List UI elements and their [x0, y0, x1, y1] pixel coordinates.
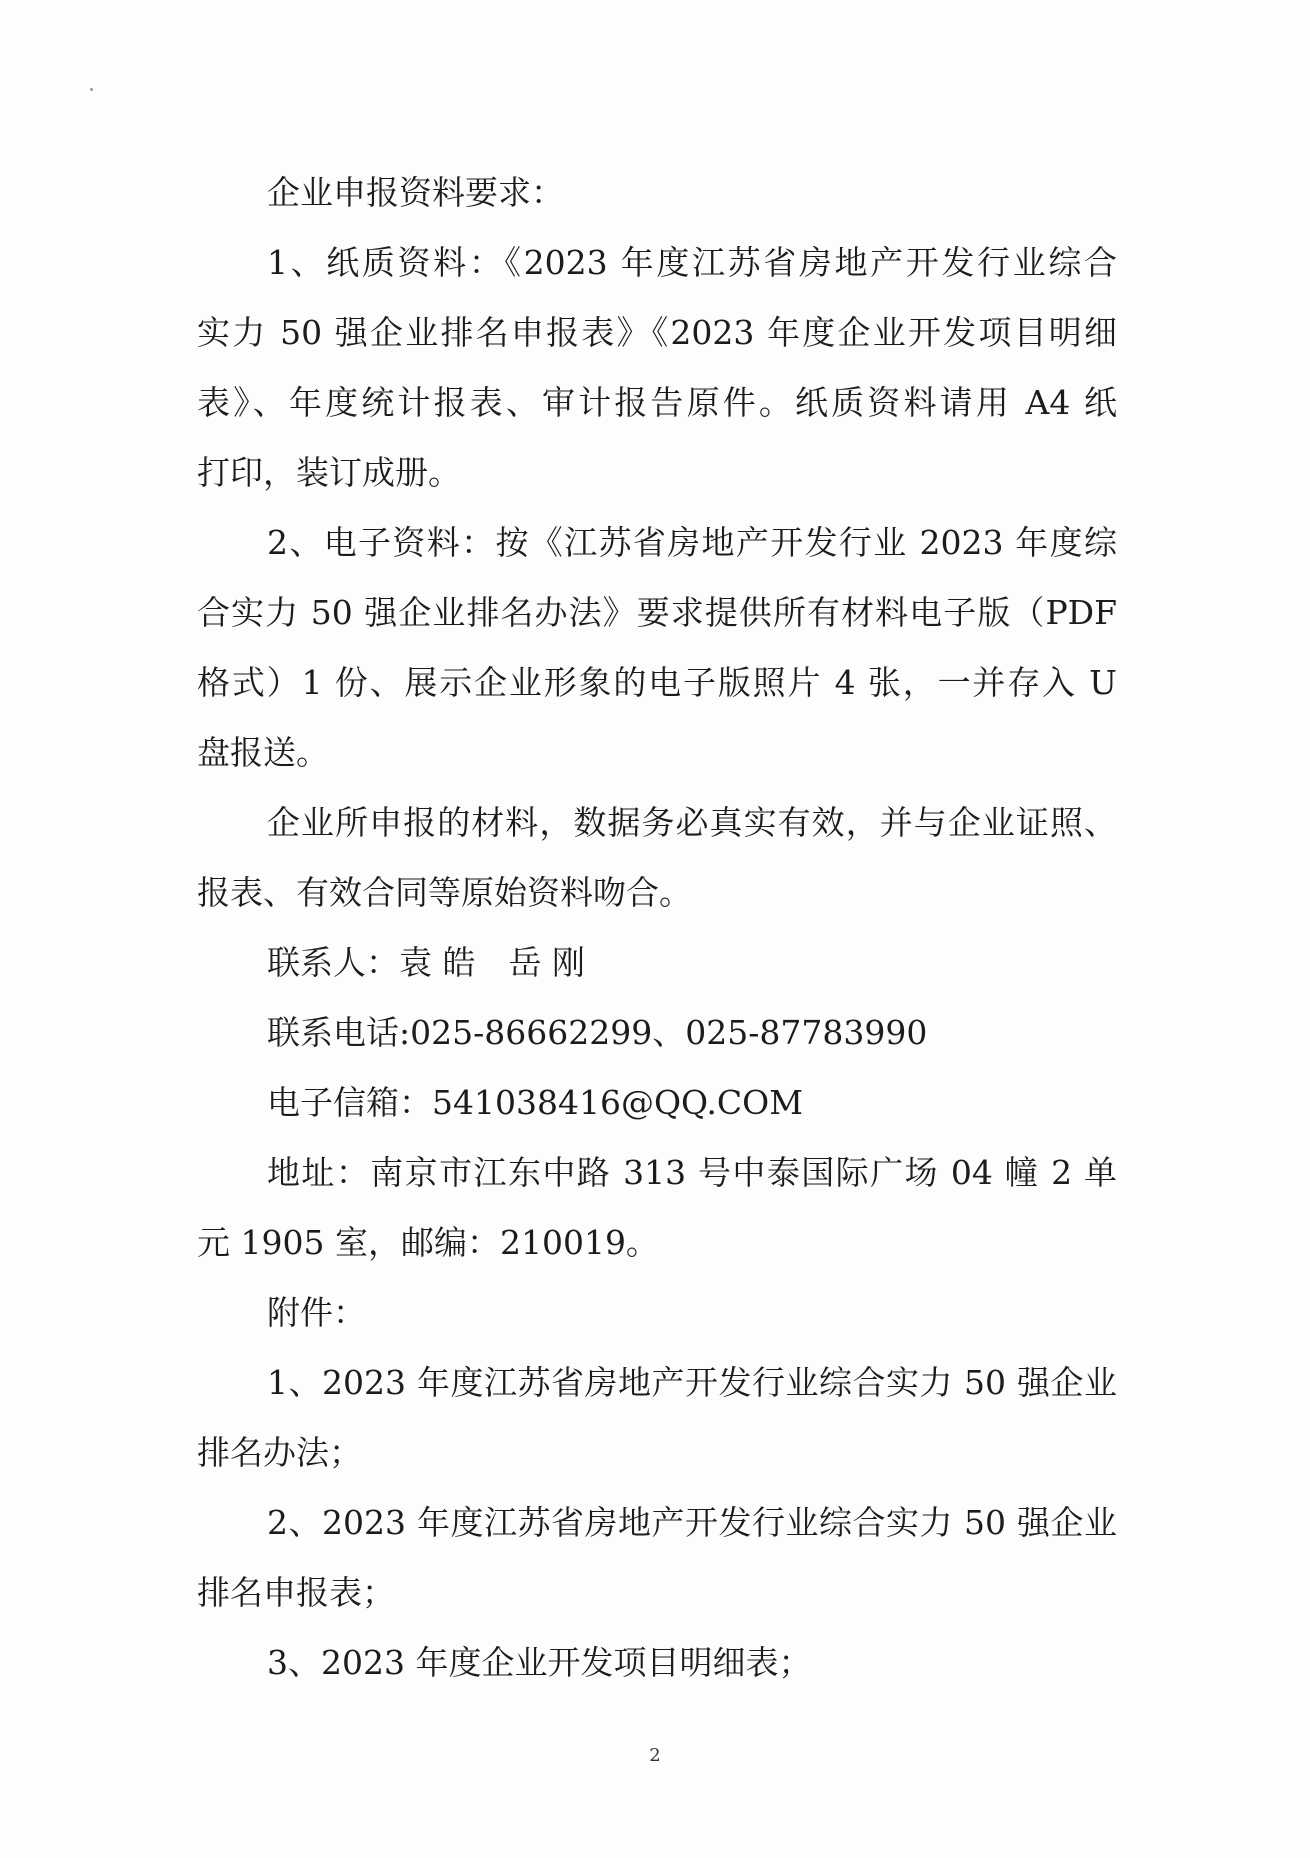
attachment-item: 3、2023 年度企业开发项目明细表；: [267, 1643, 812, 1682]
page-number: 2: [649, 1745, 661, 1766]
contact-person: 联系人：袁 皓 岳 刚: [267, 943, 585, 982]
text-line: 合实力 50 强企业排名办法》要求提供所有材料电子版（PDF: [197, 593, 1117, 632]
text-line: 表》、年度统计报表、审计报告原件。纸质资料请用 A4 纸: [197, 383, 1117, 422]
contact-email: 电子信箱：541038416@QQ.COM: [267, 1083, 804, 1122]
contact-address-cont: 元 1905 室，邮编：210019。: [197, 1223, 659, 1262]
text-line: 2、电子资料：按《江苏省房地产开发行业 2023 年度综: [267, 523, 1117, 562]
contact-address: 地址：南京市江东中路 313 号中泰国际广场 04 幢 2 单: [267, 1153, 1117, 1192]
scan-speck: [90, 88, 93, 91]
text-line: 企业所申报的材料，数据务必真实有效，并与企业证照、: [267, 803, 1117, 842]
text-line: 打印，装订成册。: [197, 453, 461, 492]
attachment-item: 2、2023 年度江苏省房地产开发行业综合实力 50 强企业: [267, 1503, 1117, 1542]
text-line: 1、纸质资料：《2023 年度江苏省房地产开发行业综合: [267, 243, 1117, 282]
attachment-item: 1、2023 年度江苏省房地产开发行业综合实力 50 强企业: [267, 1363, 1117, 1402]
text-line: 实力 50 强企业排名申报表》《2023 年度企业开发项目明细: [197, 313, 1117, 352]
attachment-item-cont: 排名办法；: [197, 1433, 362, 1472]
attachment-item-cont: 排名申报表；: [197, 1573, 395, 1612]
document-body: [197, 158, 1117, 1698]
text-line: 盘报送。: [197, 733, 329, 772]
attachments-heading: 附件：: [267, 1293, 366, 1332]
contact-phone: 联系电话:025-86662299、025-87783990: [267, 1013, 928, 1052]
text-line: 企业申报资料要求：: [267, 173, 564, 212]
text-line: 报表、有效合同等原始资料吻合。: [197, 873, 692, 912]
text-line: 格式）1 份、展示企业形象的电子版照片 4 张，一并存入 U: [197, 663, 1117, 702]
